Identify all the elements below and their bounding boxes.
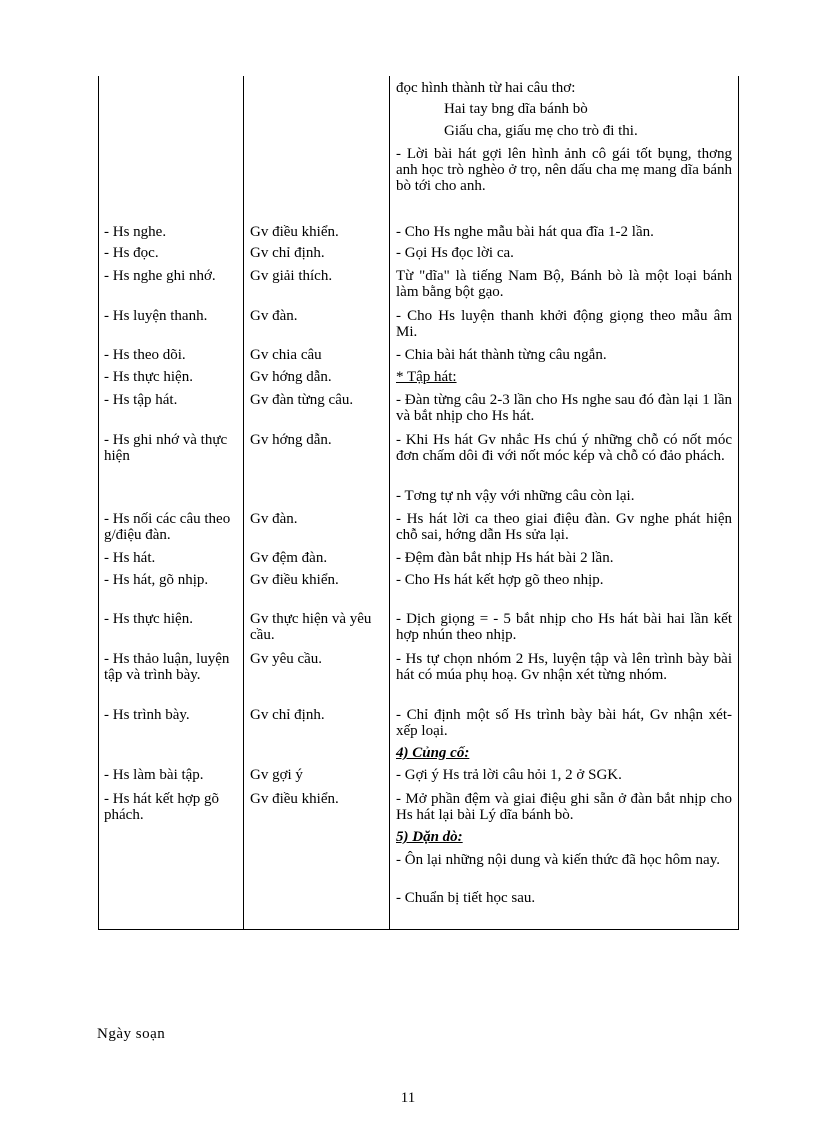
teacher-activity: Gv hớng dẫn. — [250, 432, 332, 448]
student-activity: - Hs trình bày. — [104, 707, 190, 723]
teacher-activity: Gv điều khiển. — [250, 572, 339, 588]
student-activity: - Hs thảo luận, luyện tập và trình bày. — [104, 651, 230, 683]
teacher-activity: Gv đệm đàn. — [250, 550, 328, 566]
date-label: Ngày soạn — [97, 1026, 166, 1042]
student-activity: - Hs thực hiện. — [104, 611, 193, 627]
student-activity: - Hs theo dõi. — [104, 347, 186, 363]
lesson-content: - Chỉ định một số Hs trình bày bài hát, Gv nhận xét- xếp loại. — [396, 707, 732, 739]
student-activity: - Hs tập hát. — [104, 392, 178, 408]
cung-co-heading: 4) Củng cố: — [396, 745, 470, 761]
student-activity: - Hs ghi nhớ và thực hiện — [104, 432, 228, 464]
student-activity: - Hs hát. — [104, 550, 156, 566]
lesson-content: - Đệm đàn bắt nhịp Hs hát bài 2 lần. — [396, 550, 614, 566]
lesson-content: - Tơng tự nh vậy với những câu còn lại. — [396, 488, 635, 504]
lesson-content: - Ôn lại những nội dung và kiến thức đã học hôm nay. — [396, 852, 720, 868]
tap-hat-heading: * Tập hát: — [396, 369, 457, 385]
teacher-activity: Gv giải thích. — [250, 268, 333, 284]
poem-line: Giấu cha, giấu mẹ cho trò đi thi. — [444, 123, 638, 139]
column-divider-1 — [243, 76, 244, 930]
teacher-activity: Gv chia câu — [250, 347, 322, 363]
lesson-content: - Cho Hs nghe mẫu bài hát qua đĩa 1-2 lần. — [396, 224, 654, 240]
lesson-content: Từ "dĩa" là tiếng Nam Bộ, Bánh bò là một loại bánh làm bằng bột gạo. — [396, 268, 732, 300]
teacher-activity: Gv đàn. — [250, 308, 298, 324]
student-activity: - Hs nghe. — [104, 224, 167, 240]
lesson-content: - Hs hát lời ca theo giai điệu đàn. Gv nghe phát hiện chỗ sai, hớng dẫn Hs sửa lại. — [396, 511, 732, 543]
section-heading — [396, 829, 732, 845]
dan-do-heading: 5) Dặn dò: — [396, 829, 463, 845]
intro-note: - Lời bài hát gợi lên hình ảnh cô gái tốt bụng, thơng anh học trò nghèo ở trọ, nên dấu cha mẹ mang dĩa bánh bò tới cho anh. — [396, 146, 732, 194]
lesson-content: - Hs tự chọn nhóm 2 Hs, luyện tập và lên trình bày bài hát có múa phụ hoạ. Gv nhận xét từng nhóm. — [396, 651, 732, 683]
page-number: 11 — [400, 1090, 416, 1106]
teacher-activity: Gv điều khiển. — [250, 224, 339, 240]
lesson-content: - Đàn từng câu 2-3 lần cho Hs nghe sau đó đàn lại 1 lần và bắt nhịp cho Hs hát. — [396, 392, 732, 424]
lesson-content: - Mở phần đệm và giai điệu ghi sẵn ở đàn bắt nhịp cho Hs hát lại bài Lý dĩa bánh bò. — [396, 791, 732, 823]
student-activity: - Hs làm bài tập. — [104, 767, 204, 783]
section-heading — [396, 369, 732, 385]
student-activity: - Hs hát, gõ nhịp. — [104, 572, 209, 588]
teacher-activity: Gv đàn từng câu. — [250, 392, 354, 408]
student-activity: - Hs đọc. — [104, 245, 159, 261]
lesson-content: - Chuẩn bị tiết học sau. — [396, 890, 536, 906]
teacher-activity: Gv chỉ định. — [250, 245, 325, 261]
lesson-content: - Dịch giọng = - 5 bắt nhịp cho Hs hát bài hai lần kết hợp nhún theo nhịp. — [396, 611, 732, 643]
student-activity: - Hs nghe ghi nhớ. — [104, 268, 216, 284]
poem-line: Hai tay bng dĩa bánh bò — [444, 101, 588, 117]
student-activity: - Hs thực hiện. — [104, 369, 193, 385]
lesson-content: - Chia bài hát thành từng câu ngắn. — [396, 347, 607, 363]
teacher-activity: Gv yêu cầu. — [250, 651, 323, 667]
teacher-activity: Gv hớng dẫn. — [250, 369, 332, 385]
student-activity: - Hs hát kết hợp gõ phách. — [104, 791, 219, 823]
teacher-activity: Gv điều khiển. — [250, 791, 339, 807]
lesson-content: - Gọi Hs đọc lời ca. — [396, 245, 514, 261]
student-activity: - Hs luyện thanh. — [104, 308, 208, 324]
student-activity: - Hs nối các câu theo g/điệu đàn. — [104, 511, 231, 543]
intro-line: đọc hình thành từ hai câu thơ: — [396, 80, 576, 96]
lesson-content: - Khi Hs hát Gv nhắc Hs chú ý những chỗ có nốt móc đơn chấm dôi đi với nốt móc kép và chỗ có đảo phách. — [396, 432, 732, 464]
lesson-content: - Cho Hs luyện thanh khởi động giọng theo mẫu âm Mi. — [396, 308, 732, 340]
teacher-activity: Gv đàn. — [250, 511, 298, 527]
lesson-content: - Cho Hs hát kết hợp gõ theo nhịp. — [396, 572, 604, 588]
teacher-activity: Gv thực hiện và yêu cầu. — [250, 611, 372, 643]
section-heading — [396, 745, 732, 761]
column-divider-2 — [389, 76, 390, 930]
teacher-activity: Gv chỉ định. — [250, 707, 325, 723]
lesson-content: - Gợi ý Hs trả lời câu hỏi 1, 2 ở SGK. — [396, 767, 622, 783]
teacher-activity: Gv gợi ý — [250, 767, 303, 783]
